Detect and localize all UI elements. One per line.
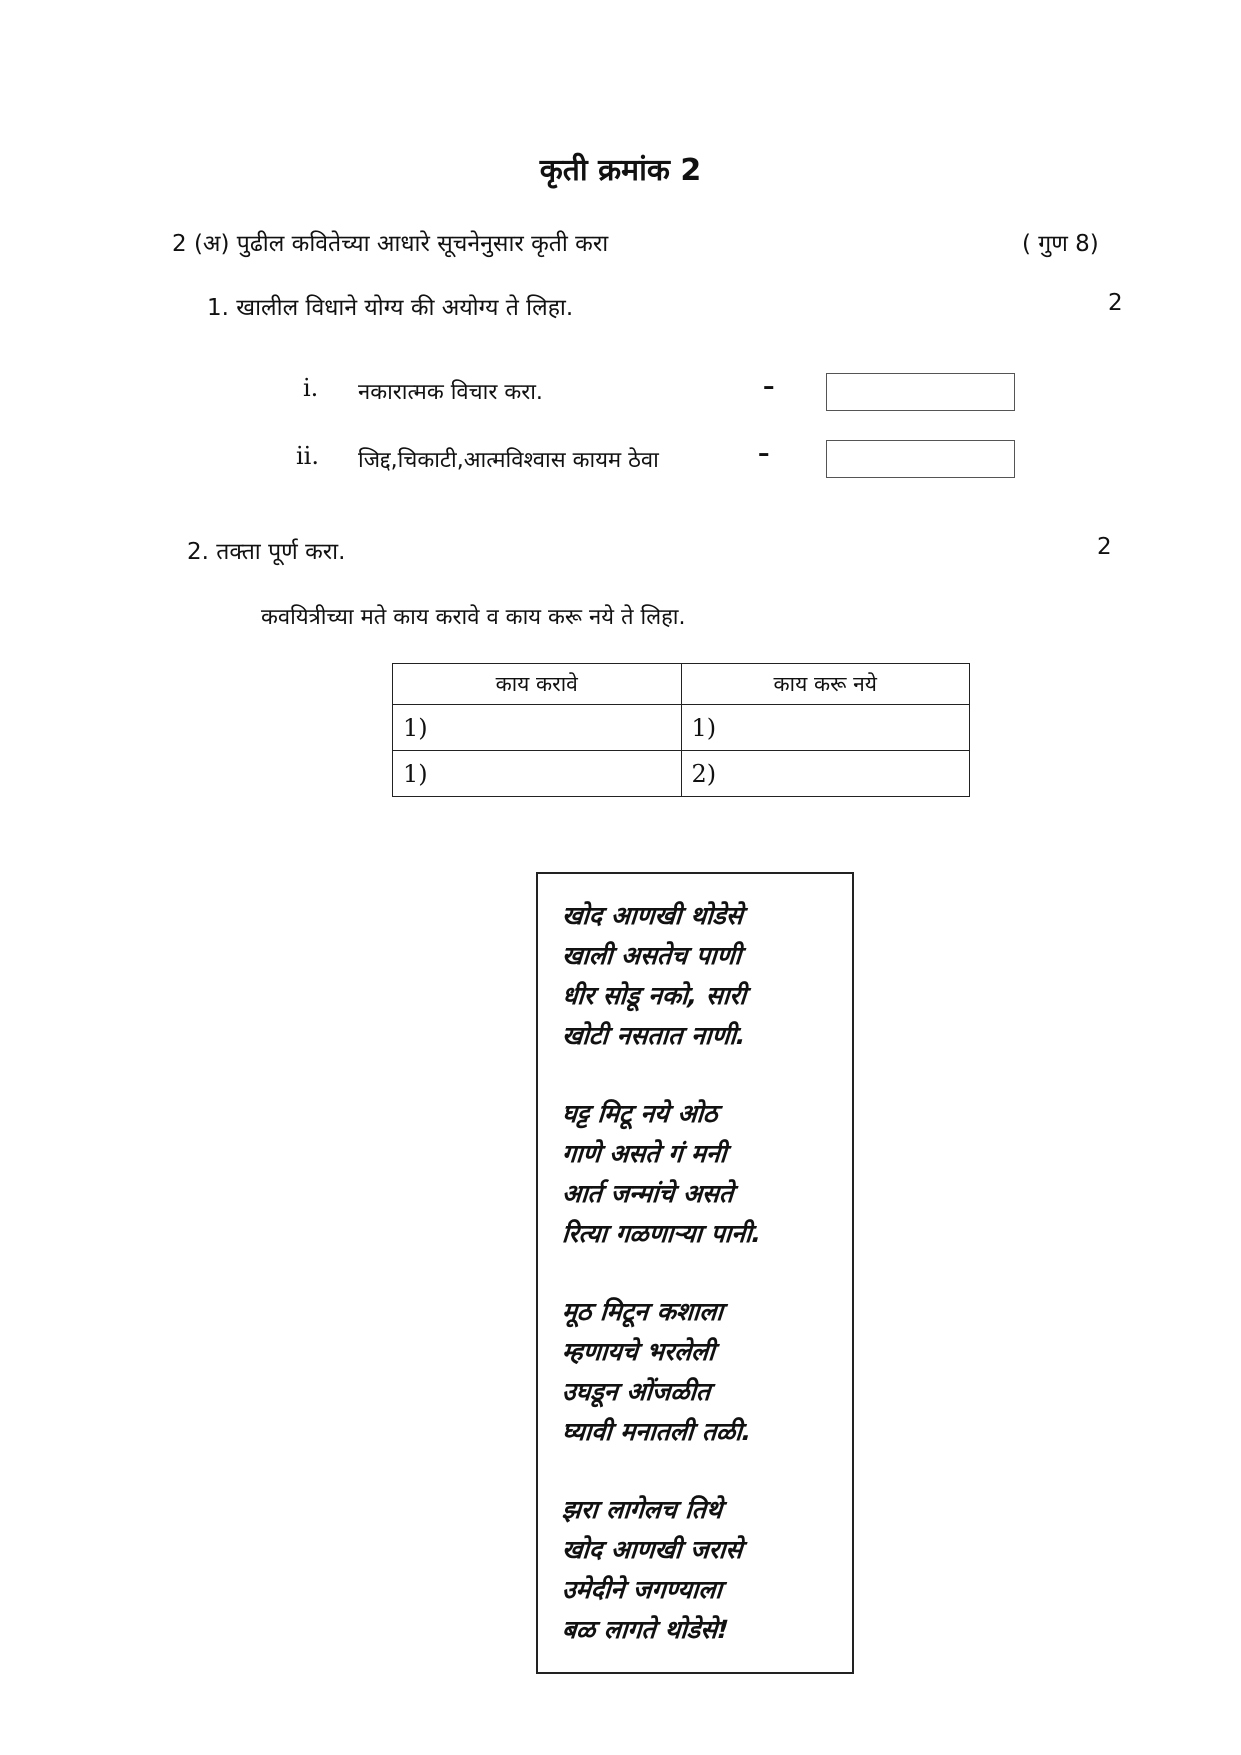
q1-item-2-dash: – xyxy=(758,441,770,467)
page-title: कृती क्रमांक 2 xyxy=(539,153,702,188)
poem-line: मूठ मिटून कशाला xyxy=(561,1297,724,1326)
poem-line: म्हणायचे भरलेली xyxy=(561,1337,716,1366)
poem-line: खोद आणखी थोडेसे xyxy=(561,901,744,930)
poem-line: खाली असतेच पाणी xyxy=(561,941,743,970)
poem-stanza xyxy=(562,896,852,1056)
poem-line: झरा लागेलच तिथे xyxy=(561,1495,724,1524)
poem-line: उघडून ओंजळीत xyxy=(561,1377,712,1406)
table-header-do: काय करावे xyxy=(393,664,682,705)
q1-marks: 2 xyxy=(1108,290,1123,316)
poem-stanza xyxy=(562,1094,852,1254)
section-heading: 2 (अ) पुढील कवितेच्या आधारे सूचनेनुसार कृती करा xyxy=(172,231,609,257)
q1-item-1-num: i. xyxy=(303,374,319,402)
q2-instruction: कवयित्रीच्या मते काय करावे व काय करू नये ते लिहा. xyxy=(261,605,686,630)
q1-item-2-num: ii. xyxy=(296,442,319,470)
poem-line: रित्या गळणाऱ्या पानी. xyxy=(561,1219,763,1248)
table-row xyxy=(393,751,970,797)
q2-marks: 2 xyxy=(1097,534,1112,560)
table-row xyxy=(393,705,970,751)
poem-stanza xyxy=(562,1292,852,1452)
answer-table xyxy=(392,663,970,797)
q1-answer-box-2[interactable] xyxy=(826,440,1015,478)
q1-item-1-dash: – xyxy=(763,374,775,400)
poem-line: घट्ट मिटू नये ओठ xyxy=(561,1099,719,1128)
table-cell[interactable]: 1) xyxy=(393,751,682,797)
poem-stanza xyxy=(562,1490,852,1650)
q2-prompt: 2. तक्ता पूर्ण करा. xyxy=(187,539,346,565)
section-marks: ( गुण 8) xyxy=(1022,231,1099,257)
poem-line: आर्त जन्मांचे असते xyxy=(561,1179,735,1208)
table-cell[interactable]: 1) xyxy=(393,705,682,751)
poem-line: गाणे असते गं मनी xyxy=(561,1139,728,1168)
poem-line: उमेदीने जगण्याला xyxy=(561,1575,723,1604)
table-cell[interactable]: 2) xyxy=(681,751,970,797)
poem-line: घ्यावी मनातली तळी. xyxy=(561,1417,753,1446)
q1-prompt: 1. खालील विधाने योग्य की अयोग्य ते लिहा. xyxy=(207,295,574,321)
poem-line: धीर सोडू नको, सारी xyxy=(561,981,748,1010)
q1-item-2-text: जिद्द,चिकाटी,आत्मविश्वास कायम ठेवा xyxy=(358,448,659,473)
table-cell[interactable]: 1) xyxy=(681,705,970,751)
poem-box xyxy=(536,872,854,1674)
poem-line: बळ लागते थोडेसे! xyxy=(561,1615,730,1644)
q1-answer-box-1[interactable] xyxy=(826,373,1015,411)
poem-line: खोद आणखी जरासे xyxy=(561,1535,744,1564)
q1-item-1-text: नकारात्मक विचार करा. xyxy=(358,380,543,405)
table-header-dont: काय करू नये xyxy=(681,664,970,705)
poem-line: खोटी नसतात नाणी. xyxy=(561,1021,747,1050)
